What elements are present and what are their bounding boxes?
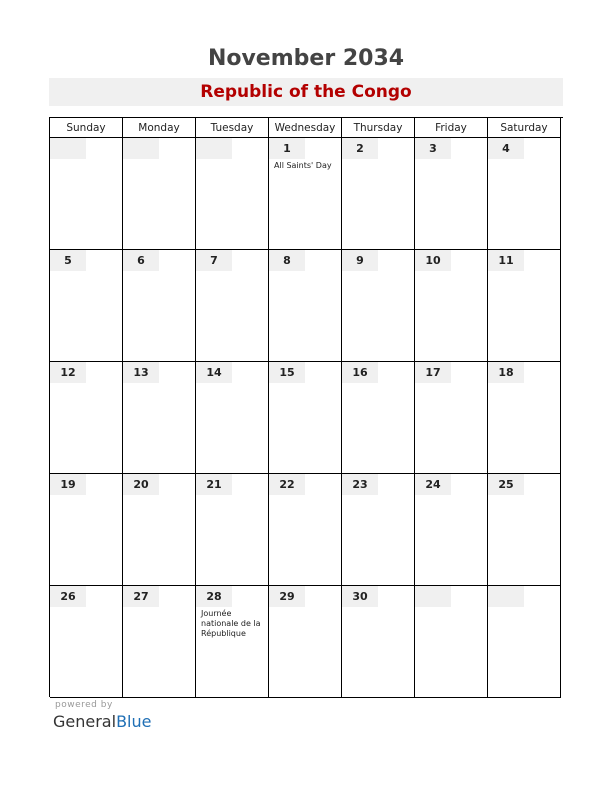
- day-number: 2: [356, 142, 364, 155]
- day-cell-28: [196, 586, 269, 698]
- day-cell-22: [269, 474, 342, 586]
- day-cell-8: [269, 250, 342, 362]
- day-number-box: [50, 138, 86, 159]
- day-cell-empty: [123, 138, 196, 250]
- day-number-box: [196, 250, 232, 271]
- day-cell-empty: [488, 586, 561, 698]
- day-cell-23: [342, 474, 415, 586]
- day-cell-12: [50, 362, 123, 474]
- day-number: 10: [425, 254, 441, 267]
- day-number-box: [50, 362, 86, 383]
- day-number-box: [269, 586, 305, 607]
- day-number: 14: [206, 366, 222, 379]
- day-number-box: [342, 586, 378, 607]
- day-cell-29: [269, 586, 342, 698]
- day-number-box: [50, 586, 86, 607]
- day-number: 1: [283, 142, 291, 155]
- holiday-label: All Saints' Day: [274, 161, 332, 170]
- day-number-box: [196, 474, 232, 495]
- day-number-box: [269, 138, 305, 159]
- day-number-box: [342, 250, 378, 271]
- day-cell-3: [415, 138, 488, 250]
- weekday-header-sunday: Sunday: [50, 118, 123, 138]
- day-number-box: [488, 138, 524, 159]
- day-cell-13: [123, 362, 196, 474]
- day-number-box: [488, 474, 524, 495]
- country-name: Republic of the Congo: [200, 82, 412, 102]
- day-cell-1: [269, 138, 342, 250]
- day-cell-26: [50, 586, 123, 698]
- day-cell-21: [196, 474, 269, 586]
- day-cell-17: [415, 362, 488, 474]
- weekday-header-tuesday: Tuesday: [196, 118, 269, 138]
- day-cell-6: [123, 250, 196, 362]
- weekday-header-friday: Friday: [415, 118, 488, 138]
- day-number-box: [269, 362, 305, 383]
- day-number-box: [488, 586, 524, 607]
- day-number: 13: [133, 366, 149, 379]
- day-number-box: [196, 138, 232, 159]
- brand-general: General: [53, 712, 117, 731]
- day-cell-14: [196, 362, 269, 474]
- day-number: 17: [425, 366, 441, 379]
- day-number-box: [123, 474, 159, 495]
- day-number: 12: [60, 366, 76, 379]
- day-cell-10: [415, 250, 488, 362]
- weekday-header-monday: Monday: [123, 118, 196, 138]
- day-number: 27: [133, 590, 149, 603]
- day-cell-empty: [196, 138, 269, 250]
- day-number: 28: [206, 590, 222, 603]
- day-number-box: [269, 250, 305, 271]
- day-number-box: [342, 474, 378, 495]
- brand-blue: Blue: [116, 712, 152, 731]
- powered-by-label: powered by: [55, 700, 113, 710]
- day-number-box: [123, 586, 159, 607]
- calendar-grid: [49, 117, 563, 697]
- day-cell-15: [269, 362, 342, 474]
- day-number-box: [269, 474, 305, 495]
- day-number-box: [415, 362, 451, 383]
- day-number-box: [342, 362, 378, 383]
- day-cell-18: [488, 362, 561, 474]
- day-cell-4: [488, 138, 561, 250]
- day-number-box: [415, 474, 451, 495]
- day-cell-9: [342, 250, 415, 362]
- day-number: 29: [279, 590, 295, 603]
- weekday-header-wednesday: Wednesday: [269, 118, 342, 138]
- day-cell-2: [342, 138, 415, 250]
- day-cell-30: [342, 586, 415, 698]
- day-number: 8: [283, 254, 291, 267]
- day-number-box: [415, 138, 451, 159]
- day-cell-empty: [415, 586, 488, 698]
- calendar-title: November 2034: [207, 46, 405, 71]
- day-number: 6: [137, 254, 145, 267]
- day-number: 24: [425, 478, 441, 491]
- day-number: 4: [502, 142, 510, 155]
- day-cell-25: [488, 474, 561, 586]
- day-number-box: [488, 250, 524, 271]
- day-number: 19: [60, 478, 76, 491]
- day-number: 5: [64, 254, 72, 267]
- day-cell-24: [415, 474, 488, 586]
- brand-logo[interactable]: [53, 712, 151, 731]
- day-number-box: [50, 474, 86, 495]
- country-banner: [49, 78, 563, 106]
- day-cell-5: [50, 250, 123, 362]
- day-cell-7: [196, 250, 269, 362]
- day-number: 23: [352, 478, 368, 491]
- day-number: 11: [498, 254, 514, 267]
- day-cell-20: [123, 474, 196, 586]
- day-number-box: [123, 362, 159, 383]
- day-cell-19: [50, 474, 123, 586]
- day-number: 18: [498, 366, 514, 379]
- weekday-header-saturday: Saturday: [488, 118, 561, 138]
- day-number-box: [50, 250, 86, 271]
- weekday-header-thursday: Thursday: [342, 118, 415, 138]
- day-number-box: [415, 250, 451, 271]
- day-number: 3: [429, 142, 437, 155]
- holiday-label: Journée nationale de la République: [201, 609, 261, 638]
- day-number-box: [123, 250, 159, 271]
- day-number: 16: [352, 366, 368, 379]
- day-number-box: [415, 586, 451, 607]
- day-number-box: [342, 138, 378, 159]
- day-number: 26: [60, 590, 76, 603]
- day-number: 9: [356, 254, 364, 267]
- day-number: 25: [498, 478, 514, 491]
- day-cell-16: [342, 362, 415, 474]
- day-number-box: [196, 362, 232, 383]
- day-number: 22: [279, 478, 295, 491]
- day-number-box: [196, 586, 232, 607]
- day-number: 20: [133, 478, 149, 491]
- day-number: 15: [279, 366, 295, 379]
- day-number: 30: [352, 590, 368, 603]
- day-number: 7: [210, 254, 218, 267]
- day-number: 21: [206, 478, 222, 491]
- day-number-box: [488, 362, 524, 383]
- day-cell-empty: [50, 138, 123, 250]
- day-cell-11: [488, 250, 561, 362]
- day-number-box: [123, 138, 159, 159]
- day-cell-27: [123, 586, 196, 698]
